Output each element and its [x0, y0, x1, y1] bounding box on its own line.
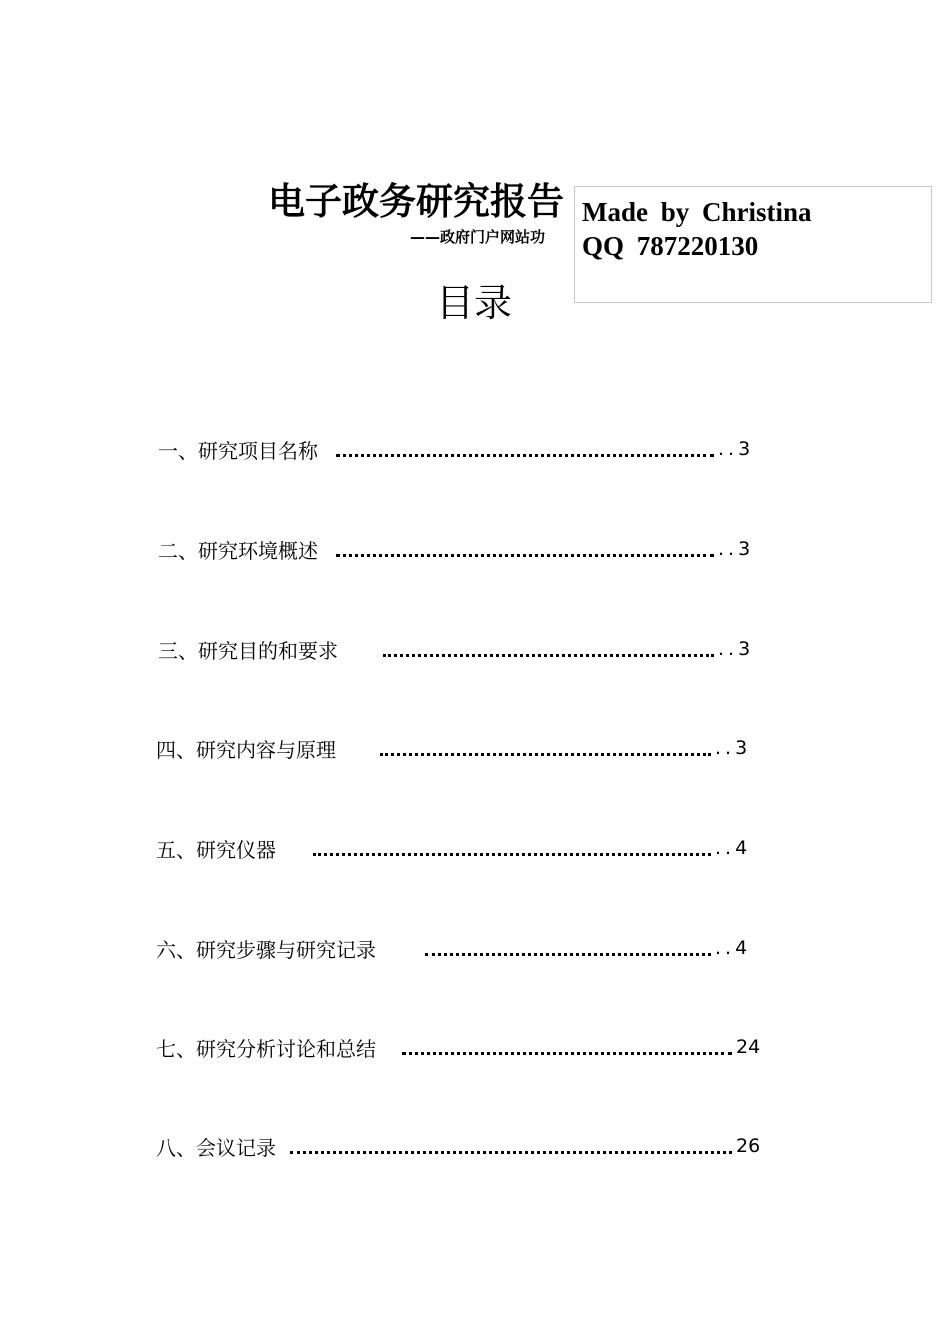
toc-entry-label: 一、研究项目名称 [158, 438, 318, 463]
toc-entry[interactable] [156, 833, 751, 863]
document-title: 电子政务研究报告 [268, 180, 564, 223]
toc-entry-label: 三、研究目的和要求 [158, 638, 338, 663]
toc-entry[interactable] [158, 534, 754, 564]
toc-entry-page: ..4 [715, 937, 752, 959]
toc-entry-page: ..3 [715, 737, 752, 759]
toc-entry-leader [336, 451, 714, 457]
toc-entry[interactable] [158, 434, 754, 464]
toc-entry[interactable] [156, 733, 751, 763]
watermark-line-2: QQ 787220130 [582, 231, 759, 261]
toc-entry-leader [380, 750, 711, 756]
toc-entry-page: ..3 [718, 638, 755, 660]
toc-entry-label: 二、研究环境概述 [158, 538, 318, 563]
toc-entry-leader [383, 651, 714, 657]
toc-entry-page: ..3 [718, 438, 755, 460]
toc-entry-label: 七、研究分析讨论和总结 [156, 1036, 376, 1061]
toc-entry-label: 五、研究仪器 [156, 837, 276, 862]
toc-entry-page: 26 [736, 1135, 761, 1157]
toc-entry-leader [290, 1148, 732, 1154]
toc-entry[interactable] [156, 1131, 760, 1161]
watermark-line-1: Made by Christina [582, 197, 812, 227]
toc-entry-leader [425, 950, 711, 956]
toc-entry-leader [402, 1049, 732, 1055]
toc-entry-leader [313, 850, 711, 856]
toc-entry-leader [336, 551, 714, 557]
toc-entry-label: 八、会议记录 [156, 1135, 276, 1160]
watermark-box [574, 186, 932, 303]
toc-entry-page: ..3 [718, 538, 755, 560]
toc-entry[interactable] [156, 1032, 760, 1062]
toc-entry[interactable] [158, 634, 754, 664]
toc-entry-page: 24 [736, 1036, 761, 1058]
toc-entry-label: 六、研究步骤与研究记录 [156, 937, 376, 962]
toc-entry-label: 四、研究内容与原理 [156, 737, 336, 762]
toc-entry-page: ..4 [715, 837, 752, 859]
toc-heading: 目录 [436, 281, 513, 325]
toc-entry[interactable] [156, 933, 751, 963]
document-subtitle: ——政府门户网站功 [410, 228, 546, 246]
